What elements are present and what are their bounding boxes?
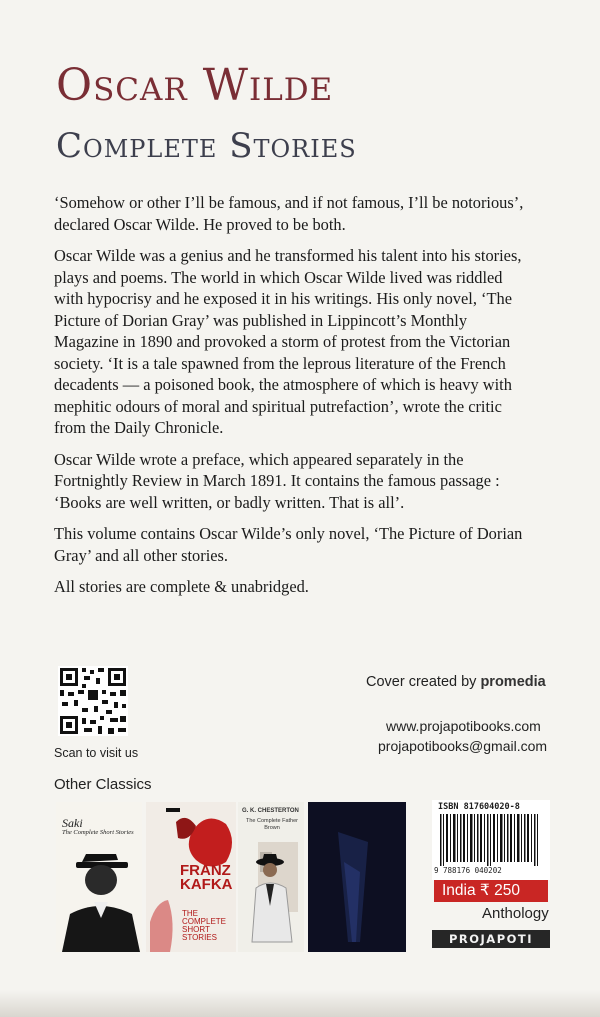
book-author-title: Oscar Wilde — [56, 60, 334, 111]
qr-caption: Scan to visit us — [54, 746, 139, 760]
isbn-label: ISBN 817604020-8 — [438, 802, 520, 812]
page-edge-shadow — [0, 990, 600, 1017]
book-author: FRANZ KAFKA — [180, 862, 233, 893]
barcode — [432, 800, 550, 880]
father-brown-illustration — [238, 802, 304, 952]
book-thumbnail-kafka[interactable] — [146, 802, 236, 952]
book-title: The Complete Father Brown — [246, 818, 298, 831]
barcode-number: 9 788176 040202 — [434, 866, 502, 875]
cover-credit — [366, 674, 546, 690]
book-title: THE COMPLETE SHORT STORIES — [182, 909, 227, 942]
book-author: Saki — [62, 816, 83, 830]
book-subtitle: Complete Stories — [56, 126, 357, 166]
publisher-website[interactable]: www.projapotibooks.com — [386, 718, 541, 734]
book-thumbnail-chesterton[interactable] — [238, 802, 304, 952]
book-author: G. K. CHESTERTON — [242, 808, 299, 814]
cover-credit-brand: promedia — [480, 674, 546, 690]
publisher-logo: PROJAPOTI — [432, 930, 550, 948]
other-classics-heading: Other Classics — [54, 776, 152, 793]
blurb-paragraph: This volume contains Oscar Wilde’s only novel, ‘The Picture of Dorian Gray’ and all other stories. — [54, 524, 523, 565]
book-thumbnail-saki[interactable] — [56, 802, 142, 952]
price-tag: India ₹ 250 — [434, 880, 548, 902]
book-title: The Complete Short Stories — [62, 829, 134, 836]
book-thumbnail-dark-cover[interactable] — [308, 802, 406, 952]
category-label: Anthology — [482, 905, 549, 922]
dark-cover-illustration — [308, 802, 406, 952]
blurb-unabridged-note: All stories are complete & unabridged. — [54, 577, 309, 596]
publisher-email[interactable]: projapotibooks@gmail.com — [378, 738, 548, 754]
blurb-quote: ‘Somehow or other I’ll be famous, and if not famous, I’ll be notorious’, declared Oscar Wilde. He proved to be both. — [54, 193, 524, 234]
cover-credit-prefix: Cover created by — [366, 674, 477, 690]
blurb-paragraph: Oscar Wilde was a genius and he transformed his talent into his stories, plays and poems. The world in which Oscar Wilde lived was riddled with hypocrisy and he exposed it in his writings. His only novel, ‘The Picture of Dorian Gray’ was published in Lippincott’s Monthly Magazine in 1890 and provoked a storm of protest from the Victorian society. ‘It is a tale spawned from the leprous literature of the French decadents — a poisoned book, the atmosphere of which is heavy with mephitic odours of moral and spiritual putrefaction’, wrote the critic from the Daily Chronicle. — [54, 246, 522, 437]
blurb-paragraph: Oscar Wilde wrote a preface, which appeared separately in the Fortnightly Review in March 1891. It contains the famous passage : ‘Books are well written, or badly written. That is all’. — [54, 449, 500, 512]
qr-code[interactable] — [58, 666, 128, 736]
blurb — [54, 192, 524, 608]
portrait-illustration — [56, 802, 142, 952]
